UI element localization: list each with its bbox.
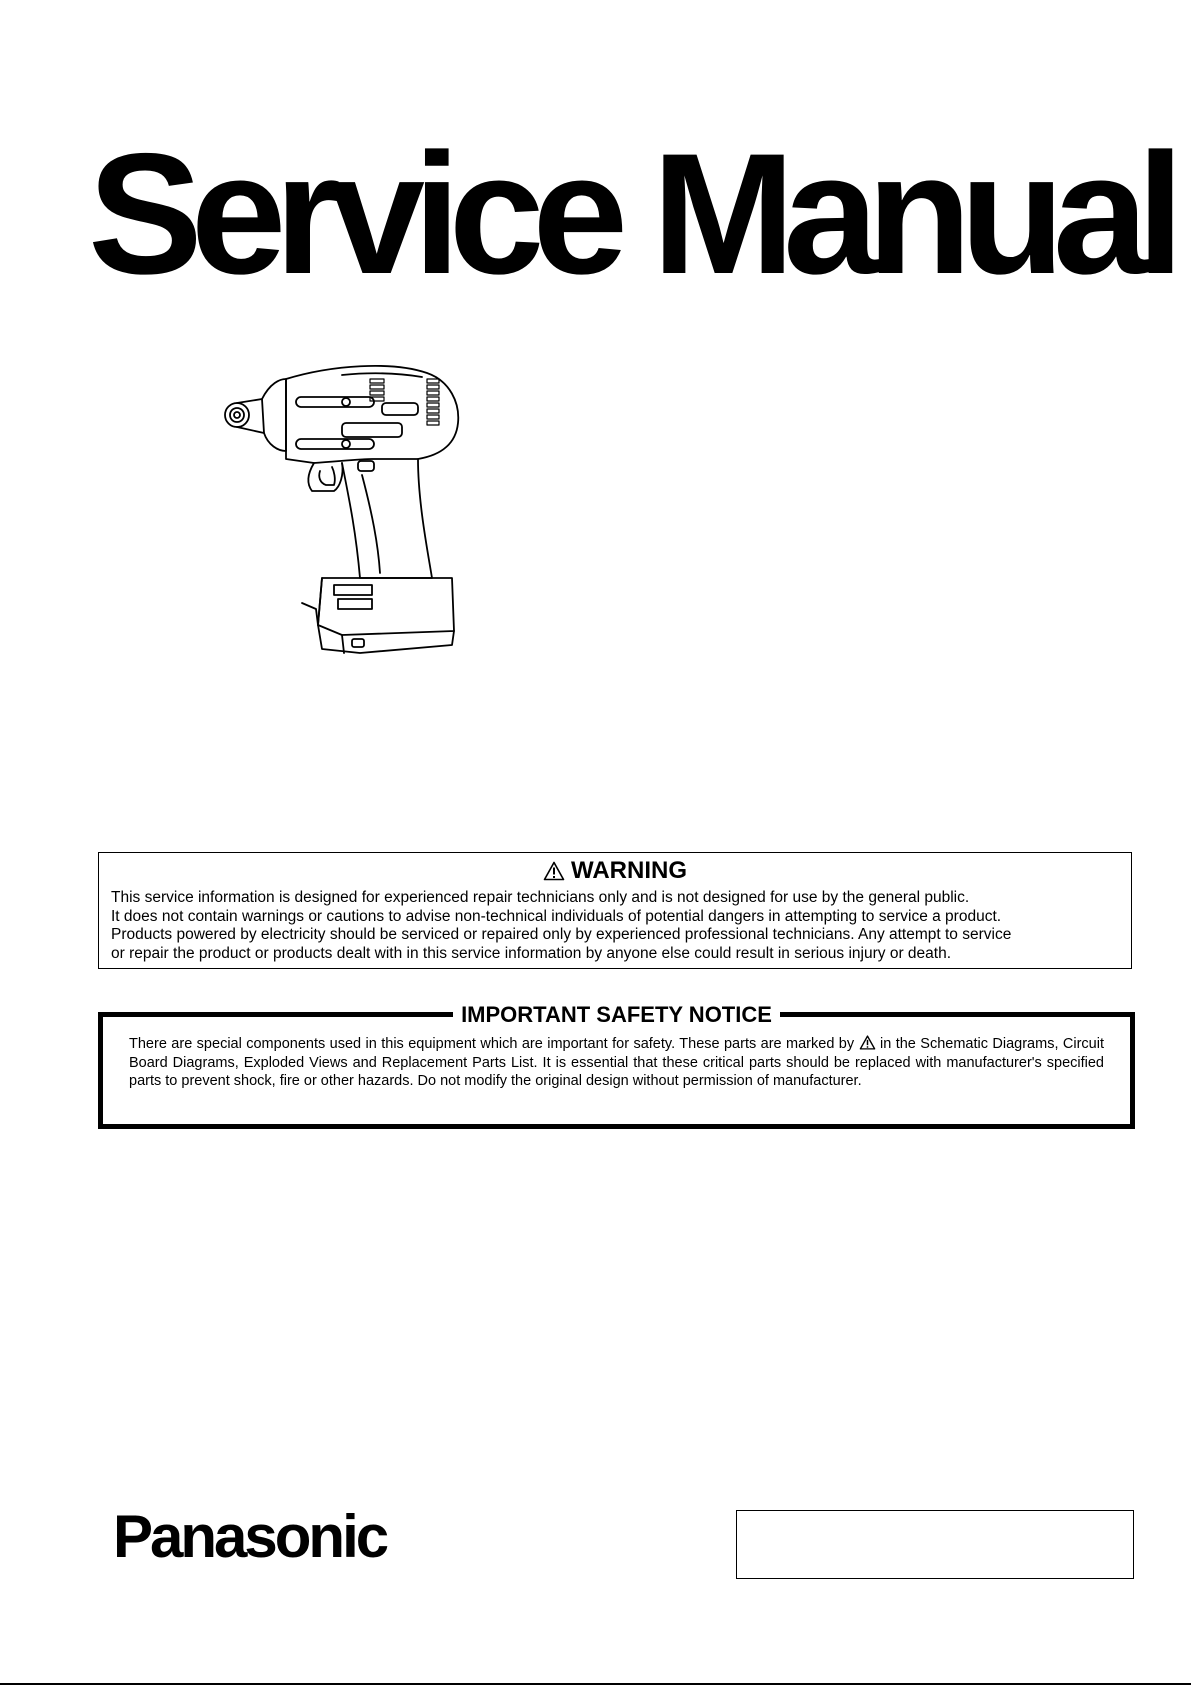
warning-text: This service information is designed for experienced repair technicians only and is not designed for use by the general public. It does not contain warnings or cautions to advise non-technical individuals of potential dangers in attempting to service a product. Products powered by electricity should be serviced or repaired only by experienced professional technicians. Any attempt to service or repair the product or products dealt with in this service information by anyone else could result in serious injury or death. — [111, 889, 1012, 962]
warning-heading — [99, 858, 1131, 884]
safety-notice-heading — [103, 1003, 1130, 1027]
safety-notice-text-part2: in the Schematic Diagrams, Circuit Board Diagrams, Exploded Views and Replacement Parts List. It is essential that these critical parts should be replaced with manufacturer's specified parts to prevent shock, fire or other hazards. Do not modify the original design without permission of manufacturer. — [129, 1036, 1104, 1089]
page-title: Service Manual — [88, 118, 1173, 310]
panasonic-logo: Panasonic — [113, 1503, 387, 1570]
impact-driver-illustration — [222, 363, 478, 685]
warning-box — [98, 852, 1132, 969]
warning-triangle-icon — [859, 1035, 876, 1050]
safety-notice-text — [129, 1035, 1104, 1091]
safety-notice-title: IMPORTANT SAFETY NOTICE — [453, 1002, 780, 1027]
warning-triangle-icon — [543, 861, 565, 881]
safety-notice-text-part1: There are special components used in this equipment which are important for safety. These parts are marked by — [129, 1036, 855, 1052]
warning-title: WARNING — [571, 857, 687, 884]
model-number-box — [736, 1510, 1134, 1579]
safety-notice-box — [98, 1002, 1135, 1129]
